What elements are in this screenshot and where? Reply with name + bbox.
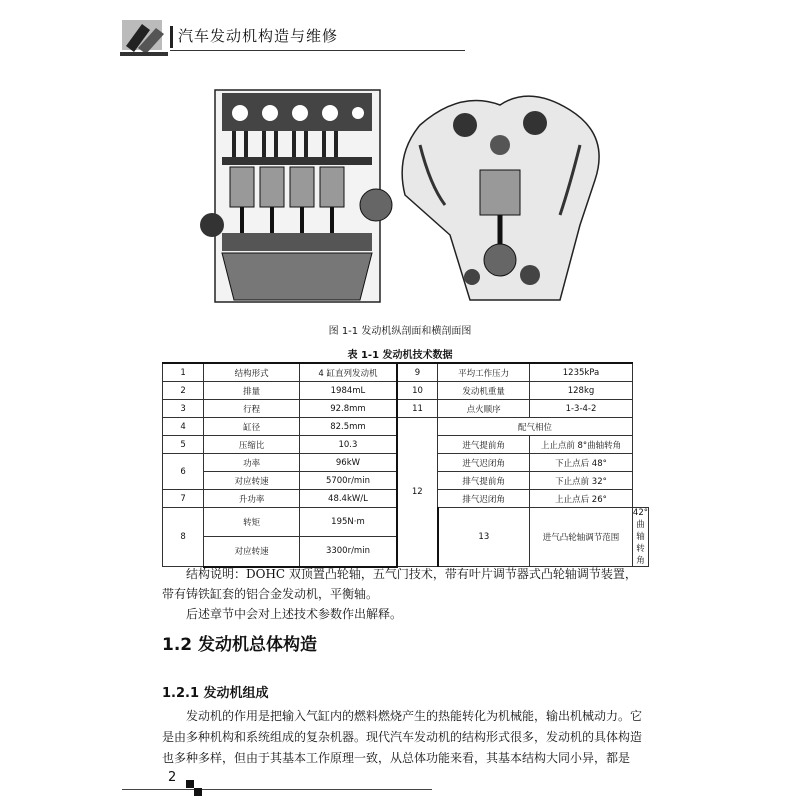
header-title: 汽车发动机构造与维修 [178,27,339,45]
table-cell: 10 [397,382,438,400]
table-cell: 结构形式 [204,363,300,382]
table-cell: 进气迟闭角 [438,454,530,472]
table-cell: 3300r/min [300,537,397,567]
body-paragraph: 发动机的作用是把输入气缸内的燃料燃烧产生的热能转化为机械能，输出机械动力。它是由多种机构和系统组成的复杂机器。现代汽车发动机的结构形式很多，发动机的具体构造也多种多样，但由于其基本工作原理一致，从总体功能来看，其基本结构大同小异，都是 [162,709,643,765]
table-cell: 11 [397,400,438,418]
page-header [120,14,465,58]
table-cell: 8 [163,508,204,567]
table-cell: 2 [163,382,204,400]
table-cell: 对应转速 [204,472,300,490]
table-cell: 1984mL [300,382,397,400]
table-cell: 1235kPa [530,363,633,382]
table-cell: 排气提前角 [438,472,530,490]
table-cell: 1 [163,363,204,382]
table-cell: 82.5mm [300,418,397,436]
table-cell: 下止点后 48° [530,454,633,472]
table-cell: 发动机重量 [438,382,530,400]
table-row [163,363,649,382]
table-cell: 下止点前 32° [530,472,633,490]
footer-rule [122,789,432,790]
table-cell: 排气迟闭角 [438,490,530,508]
footer-square-icon [186,780,202,796]
table-cell: 升功率 [204,490,300,508]
table-cell: 进气凸轮轴调节范围 [530,508,633,567]
table-cell: 10.3 [300,436,397,454]
note-paragraph: 后述章节中会对上述技术参数作出解释。 [186,607,403,621]
table-row [163,400,649,418]
table-cell: 功率 [204,454,300,472]
table-cell: 1-3-4-2 [530,400,633,418]
structure-description: 结构说明：DOHC 双顶置凸轮轴，五气门技术，带有叶片调节器式凸轮轴调节装置，带有铸铁缸套的铝合金发动机，平衡轴。 [162,567,637,601]
table-cell: 4 [163,418,204,436]
table-cell: 上止点前 8°曲轴转角 [530,436,633,454]
engine-section-figure [200,85,620,310]
table-cell: 点火顺序 [438,400,530,418]
table-cell: 5700r/min [300,472,397,490]
table-cell: 128kg [530,382,633,400]
engine-spec-table [162,362,649,568]
page-number: 2 [168,770,177,785]
table-cell: 压缩比 [204,436,300,454]
section-title: 1.2 发动机总体构造 [162,635,318,655]
table-cell: 4 缸直列发动机 [300,363,397,382]
book-logo-icon [120,16,168,58]
table-cell: 平均工作压力 [438,363,530,382]
table-cell: 195N·m [300,508,397,537]
table-cell: 上止点后 26° [530,490,633,508]
table-row [163,382,649,400]
table-cell: 48.4kW/L [300,490,397,508]
table-cell: 配气相位 [438,418,633,436]
header-rule [170,50,465,51]
table-cell: 96kW [300,454,397,472]
table-cell: 6 [163,454,204,490]
table-cell: 行程 [204,400,300,418]
table-cell: 92.8mm [300,400,397,418]
table-cell: 42°曲轴转角 [632,508,648,566]
table-cell: 13 [438,508,530,567]
longitudinal-section-drawing [200,90,392,302]
header-bar [170,26,173,48]
table-cell: 3 [163,400,204,418]
table-cell: 进气提前角 [438,436,530,454]
cross-section-drawing [402,96,599,300]
table-row [163,418,649,436]
table-title: 表 1-1 发动机技术数据 [347,350,453,361]
table-cell: 转矩 [204,508,300,537]
table-cell: 12 [397,418,438,567]
table-cell: 5 [163,436,204,454]
table-cell: 9 [397,363,438,382]
table-cell: 7 [163,490,204,508]
table-cell: 对应转速 [204,537,300,567]
figure-caption: 图 1-1 发动机纵剖面和横剖面图 [328,326,472,337]
subsection-title: 1.2.1 发动机组成 [162,686,269,701]
table-cell: 排量 [204,382,300,400]
table-cell: 缸径 [204,418,300,436]
